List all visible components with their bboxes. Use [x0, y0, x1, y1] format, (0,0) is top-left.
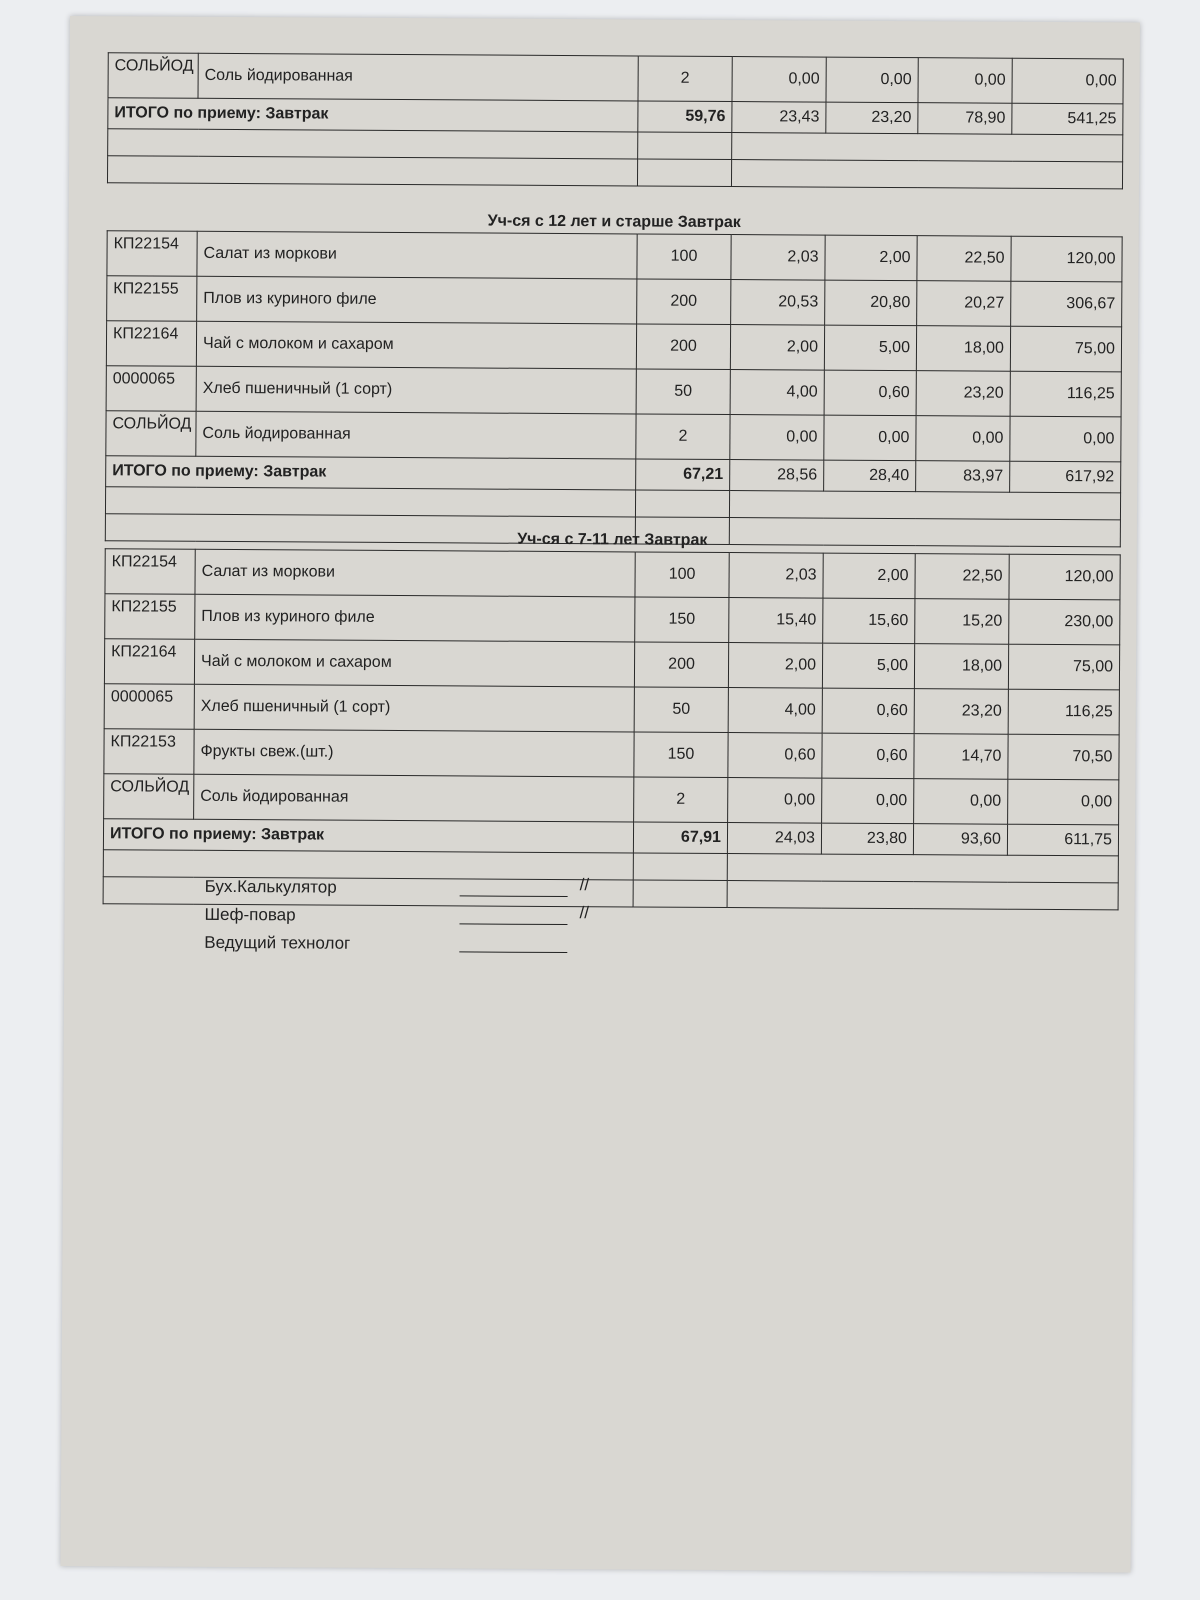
item-carbs: 0,00: [914, 779, 1008, 825]
item-name: Плов из куриного филе: [197, 276, 637, 324]
signature-technologist: [204, 933, 350, 954]
section-title-12plus: Уч-ся с 12 лет и старше Завтрак: [487, 212, 741, 232]
signature-accountant: [204, 875, 590, 898]
item-name: Соль йодированная: [196, 411, 636, 459]
item-name: Соль йодированная: [194, 774, 634, 822]
item-energy: 120,00: [1011, 236, 1122, 282]
item-qty: 100: [637, 234, 731, 280]
signature-mark: //: [579, 875, 590, 895]
item-fats: 0,60: [824, 370, 916, 416]
blank-row: [107, 156, 1122, 189]
item-code: КП22164: [104, 639, 194, 685]
table-row: [107, 231, 1122, 282]
menu-table-3: [103, 548, 1121, 910]
blank-cell: [107, 156, 637, 186]
item-proteins: 4,00: [730, 370, 824, 416]
blank-cell: [633, 880, 727, 908]
total-label: ИТОГО по приему: Завтрак: [108, 98, 638, 132]
blank-cell: [729, 491, 1120, 520]
table-row: [105, 594, 1120, 645]
item-code: СОЛЬЙОД: [108, 53, 198, 99]
total-carbs: 83,97: [916, 461, 1010, 493]
blank-cell: [731, 160, 1122, 189]
item-energy: 0,00: [1010, 416, 1121, 462]
item-code: СОЛЬЙОД: [104, 774, 194, 820]
item-fats: 0,60: [822, 688, 914, 734]
table-row: [104, 729, 1119, 780]
item-proteins: 2,00: [730, 325, 824, 371]
total-carbs: 78,90: [918, 103, 1012, 135]
item-carbs: 0,00: [918, 58, 1012, 104]
item-carbs: 18,00: [916, 326, 1010, 372]
blank-cell: [105, 487, 635, 517]
item-qty: 200: [636, 324, 730, 370]
item-carbs: 14,70: [914, 734, 1008, 780]
item-code: СОЛЬЙОД: [106, 411, 196, 457]
item-carbs: 23,20: [916, 371, 1010, 417]
total-fats: 28,40: [824, 460, 916, 492]
total-carbs: 93,60: [913, 824, 1007, 856]
item-name: Чай с молоком и сахаром: [196, 321, 636, 369]
item-proteins: 0,60: [728, 733, 822, 779]
item-carbs: 22,50: [915, 554, 1009, 600]
blank-cell: [103, 877, 633, 907]
table-row: [108, 53, 1123, 104]
table-row: [104, 639, 1119, 690]
item-qty: 200: [637, 279, 731, 325]
signature-chef: [204, 903, 590, 926]
item-fats: 0,00: [826, 57, 918, 103]
item-proteins: 2,00: [728, 643, 822, 689]
item-code: 0000065: [106, 366, 196, 412]
total-fats: 23,80: [821, 823, 913, 855]
table-row: [107, 276, 1122, 327]
table-row: [104, 774, 1119, 825]
item-name: Салат из моркови: [195, 549, 635, 597]
total-proteins: 24,03: [727, 823, 821, 855]
item-energy: 0,00: [1012, 58, 1123, 104]
item-name: Хлеб пшеничный (1 сорт): [196, 366, 636, 414]
item-name: Чай с молоком и сахаром: [194, 639, 634, 687]
signature-line: [459, 923, 567, 925]
table-row: [104, 684, 1119, 735]
table-row: [106, 411, 1121, 462]
item-fats: 2,00: [825, 235, 917, 281]
item-proteins: 15,40: [729, 598, 823, 644]
table-row: [105, 549, 1120, 600]
blank-cell: [633, 853, 727, 881]
menu-table-2: [105, 230, 1123, 547]
item-energy: 0,00: [1008, 779, 1119, 825]
item-fats: 0,00: [822, 778, 914, 824]
menu-table-1: [107, 52, 1124, 189]
item-carbs: 20,27: [917, 281, 1011, 327]
item-energy: 75,00: [1008, 644, 1119, 690]
blank-cell: [727, 881, 1118, 910]
blank-cell: [727, 854, 1118, 883]
item-code: КП22154: [107, 231, 197, 277]
item-code: 0000065: [104, 684, 194, 730]
blank-cell: [637, 159, 731, 187]
item-fats: 5,00: [824, 325, 916, 371]
table-row: [106, 366, 1121, 417]
item-proteins: 20,53: [731, 280, 825, 326]
item-fats: 15,60: [823, 598, 915, 644]
item-name: Салат из моркови: [197, 231, 637, 279]
item-proteins: 2,03: [729, 553, 823, 599]
item-code: КП22155: [105, 594, 195, 640]
total-qty: 67,91: [633, 822, 727, 854]
total-proteins: 23,43: [732, 102, 826, 134]
item-proteins: 0,00: [732, 57, 826, 103]
item-qty: 100: [635, 552, 729, 598]
item-proteins: 2,03: [731, 235, 825, 281]
total-label: ИТОГО по приему: Завтрак: [106, 456, 636, 490]
item-code: КП22155: [107, 276, 197, 322]
item-qty: 2: [638, 56, 732, 102]
item-proteins: 0,00: [730, 415, 824, 461]
item-code: КП22154: [105, 549, 195, 595]
item-proteins: 0,00: [728, 778, 822, 824]
table-block-3: [103, 548, 1120, 910]
signature-role: Ведущий технолог: [204, 932, 351, 953]
table-row: [106, 321, 1121, 372]
item-qty: 150: [634, 732, 728, 778]
total-proteins: 28,56: [730, 460, 824, 492]
signature-role: Шеф-повар: [204, 904, 296, 925]
item-proteins: 4,00: [728, 688, 822, 734]
item-fats: 0,60: [822, 733, 914, 779]
total-qty: 67,21: [636, 459, 730, 491]
blank-cell: [635, 490, 729, 518]
item-energy: 75,00: [1010, 326, 1121, 372]
item-carbs: 15,20: [915, 599, 1009, 645]
item-fats: 20,80: [825, 280, 917, 326]
blank-cell: [108, 129, 638, 159]
signature-mark: //: [579, 903, 590, 923]
section-title-7-11: Уч-ся с 7-11 лет Завтрак: [517, 530, 708, 549]
table-block-2: [105, 230, 1122, 547]
signature-line: [459, 951, 567, 953]
item-qty: 200: [634, 642, 728, 688]
total-fats: 23,20: [826, 102, 918, 134]
total-energy: 617,92: [1010, 461, 1121, 493]
item-carbs: 23,20: [914, 689, 1008, 735]
item-energy: 120,00: [1009, 554, 1120, 600]
item-energy: 116,25: [1008, 689, 1119, 735]
signature-role: Бух.Калькулятор: [204, 876, 337, 897]
item-carbs: 22,50: [917, 236, 1011, 282]
item-qty: 50: [634, 687, 728, 733]
item-fats: 0,00: [824, 415, 916, 461]
table-block-1: [107, 52, 1123, 189]
item-name: Фрукты свеж.(шт.): [194, 729, 634, 777]
total-qty: 59,76: [638, 101, 732, 133]
item-energy: 70,50: [1008, 734, 1119, 780]
item-code: КП22164: [106, 321, 196, 367]
item-energy: 116,25: [1010, 371, 1121, 417]
item-energy: 306,67: [1011, 281, 1122, 327]
item-qty: 2: [634, 777, 728, 823]
item-qty: 2: [636, 414, 730, 460]
item-fats: 2,00: [823, 553, 915, 599]
paper-sheet: [61, 16, 1140, 1573]
item-name: Хлеб пшеничный (1 сорт): [194, 684, 634, 732]
total-label: ИТОГО по приему: Завтрак: [103, 819, 633, 853]
total-energy: 611,75: [1007, 824, 1118, 856]
item-carbs: 0,00: [916, 416, 1010, 462]
item-energy: 230,00: [1009, 599, 1120, 645]
blank-cell: [638, 132, 732, 160]
blank-cell: [732, 133, 1123, 162]
item-fats: 5,00: [822, 643, 914, 689]
blank-cell: [103, 850, 633, 880]
item-code: КП22153: [104, 729, 194, 775]
total-energy: 541,25: [1012, 103, 1123, 135]
item-carbs: 18,00: [914, 644, 1008, 690]
item-name: Плов из куриного филе: [195, 594, 635, 642]
item-qty: 150: [635, 597, 729, 643]
item-name: Соль йодированная: [198, 53, 638, 101]
item-qty: 50: [636, 369, 730, 415]
